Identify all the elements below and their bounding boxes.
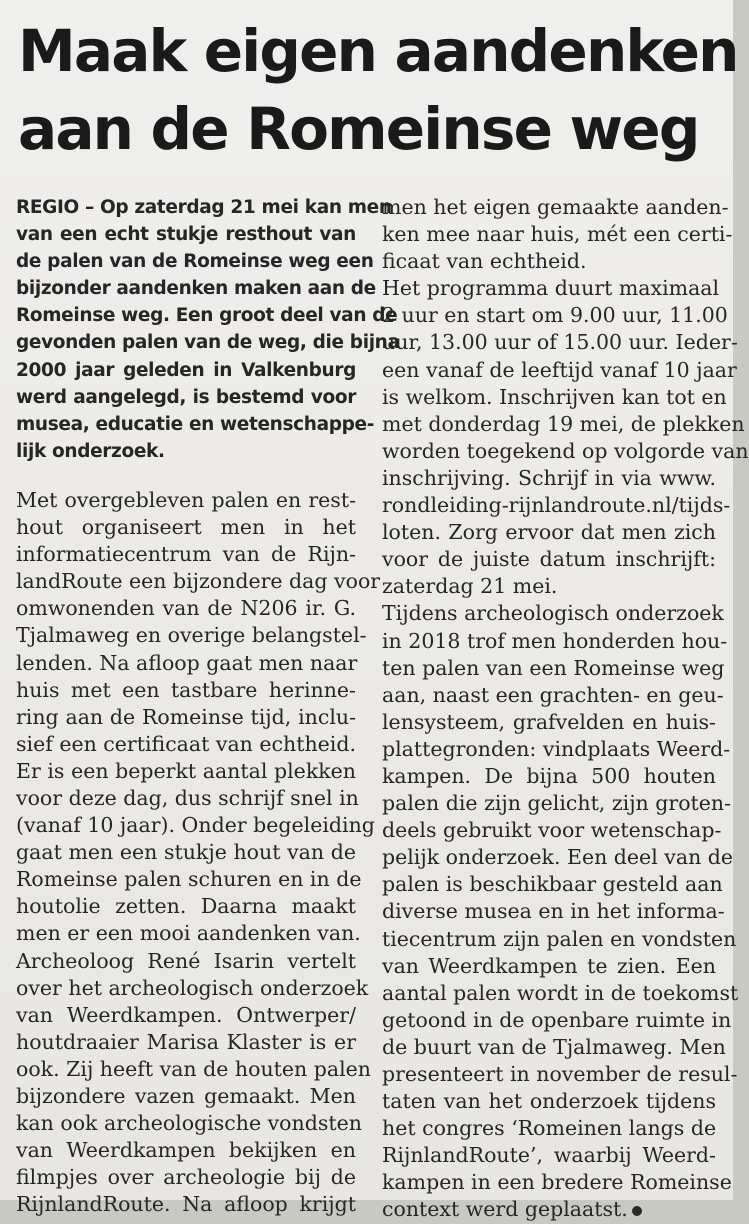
body-line: Romeinse palen schuren en in de [16, 867, 362, 892]
body-line: voor de juiste datum inschrijft: [382, 547, 716, 572]
column-left [16, 194, 400, 1218]
lead-line: musea, educatie en wetenschappe- [16, 413, 375, 435]
body-line: met donderdag 19 mei, de plekken [382, 411, 745, 436]
body-line: over het archeologisch onderzoek [16, 975, 369, 1000]
lead-line: Romeinse weg. Een groot deel van de [16, 305, 398, 327]
body-line: huis met een tastbare herinne- [16, 677, 356, 702]
body-line: ken mee naar huis, mét een certi- [382, 222, 733, 247]
lead-line: werd aangelegd, is bestemd voor [16, 386, 356, 408]
body-line: pelijk onderzoek. Een deel van de [382, 845, 734, 870]
body-line: RijnlandRoute’, waarbij Weerd- [382, 1143, 716, 1168]
body-line: gaat men een stukje hout van de [16, 840, 356, 865]
body-line: inschrijving. Schrijf in via www. [382, 465, 716, 490]
body-line: filmpjes over archeologie bij de [16, 1165, 356, 1190]
body-line: Tjalmaweg en overige belangstel- [16, 623, 367, 648]
body-line: sief een certificaat van echtheid. [16, 731, 356, 756]
body-line: presenteert in november de resul- [382, 1062, 738, 1086]
body-line: Met overgebleven palen en rest- [16, 487, 356, 512]
body-line: palen is beschikbaar gesteld aan [382, 872, 723, 897]
column-right [382, 194, 749, 1224]
body-line: loten. Zorg ervoor dat men zich [382, 520, 716, 545]
lead-line: de palen van de Romeinse weg een [16, 251, 374, 273]
body-line: lensysteem, grafvelden en huis- [382, 709, 716, 734]
body-line: ficaat van echtheid. [382, 249, 587, 274]
body-line: worden toegekend op volgorde van [382, 438, 749, 463]
lead-line: REGIO – Op zaterdag 21 mei kan men [16, 197, 392, 218]
body-line: zaterdag 21 mei. [382, 574, 558, 599]
body-line: ten palen van een Romeinse weg [382, 655, 725, 680]
body-line: houtdraaier Marisa Klaster is er [16, 1029, 356, 1054]
body-line: rondleiding-rijnlandroute.nl/tijds- [382, 493, 731, 518]
body-line: kampen in een bredere Romeinse [382, 1170, 732, 1195]
body-line: tiecentrum zijn palen en vondsten [382, 926, 737, 951]
body-line: Archeoloog René Isarin vertelt [16, 948, 356, 973]
body-line: Tijdens archeologisch onderzoek [382, 601, 724, 626]
lead-line: lijk onderzoek. [16, 440, 165, 462]
headline-line-2: aan de Romeinse weg [18, 95, 699, 163]
body-line: landRoute een bijzondere dag voor [16, 569, 381, 594]
lead-line: 2000 jaar geleden in Valkenburg [16, 359, 356, 381]
body-line: Het programma duurt maximaal [382, 276, 720, 301]
lead-line: bijzonder aandenken maken aan de [16, 278, 376, 300]
lead-line: van een echt stukje resthout van [16, 224, 356, 246]
body-line: aan, naast een grachten- en geu- [382, 682, 724, 707]
body-line: informatiecentrum van de Rijn- [16, 542, 356, 567]
body-line: van Weerdkampen bekijken en [16, 1138, 356, 1163]
body-line: de buurt van de Tjalmaweg. Men [382, 1034, 726, 1059]
body-line: kampen. De bijna 500 houten [382, 763, 716, 788]
body-line: bijzondere vazen gemaakt. Men [16, 1084, 356, 1108]
body-line: deels gebruikt voor wetenschap- [382, 818, 722, 843]
body-line: het congres ‘Romeinen langs de [382, 1116, 717, 1141]
headline-line-1: Maak eigen aandenken [18, 17, 738, 85]
body-line: voor deze dag, dus schrijf snel in [16, 785, 359, 810]
body-line: men het eigen gemaakte aanden- [382, 195, 729, 219]
body-line: taten van het onderzoek tijdens [382, 1089, 716, 1114]
body-line: Er is een beperkt aantal plekken [16, 758, 356, 783]
body-line: uur, 13.00 uur of 15.00 uur. Ieder- [382, 330, 738, 355]
body-line: 2 uur en start om 9.00 uur, 11.00 [382, 303, 728, 328]
body-line: lenden. Na afloop gaat men naar [16, 650, 358, 675]
body-line: van Weerdkampen. Ontwerper/ [16, 1002, 356, 1027]
body-line: diverse musea en in het informa- [382, 899, 725, 924]
body-line: van Weerdkampen te zien. Een [382, 953, 716, 978]
body-line: omwonenden van de N206 ir. G. [16, 596, 356, 621]
body-left [16, 487, 381, 1219]
body-line: hout organiseert men in het [16, 515, 356, 540]
body-line: kan ook archeologische vondsten [16, 1111, 362, 1136]
headline [18, 12, 738, 168]
body-line-end [382, 1196, 716, 1223]
body-line: in 2018 trof men honderden hou- [382, 628, 728, 653]
body-line: een vanaf de leeftijd vanaf 10 jaar [382, 357, 737, 382]
body-line: palen die zijn gelicht, zijn groten- [382, 791, 732, 816]
lead-line: gevonden palen van de weg, die bijna [16, 332, 400, 354]
body-line: (vanaf 10 jaar). Onder begeleiding [16, 813, 375, 838]
body-line: ook. Zij heeft van de houten palen [16, 1056, 371, 1081]
lead-paragraph [16, 194, 400, 465]
body-line: houtolie zetten. Daarna maakt [16, 894, 356, 919]
body-line: getoond in de openbare ruimte in [382, 1007, 732, 1032]
body-line-end-text: context werd geplaatst. [382, 1197, 628, 1222]
body-line: is welkom. Inschrijven kan tot en [382, 384, 727, 409]
body-line: men er een mooi aandenken van. [16, 921, 361, 946]
body-line: plattegronden: vindplaats Weerd- [382, 736, 731, 761]
body-line: ring aan de Romeinse tijd, inclu- [16, 704, 356, 729]
paragraph-gap [16, 465, 356, 487]
body-line: RijnlandRoute. Na afloop krijgt [16, 1192, 356, 1217]
end-of-article-dot-icon [632, 1206, 642, 1216]
body-line: aantal palen wordt in de toekomst [382, 980, 739, 1005]
